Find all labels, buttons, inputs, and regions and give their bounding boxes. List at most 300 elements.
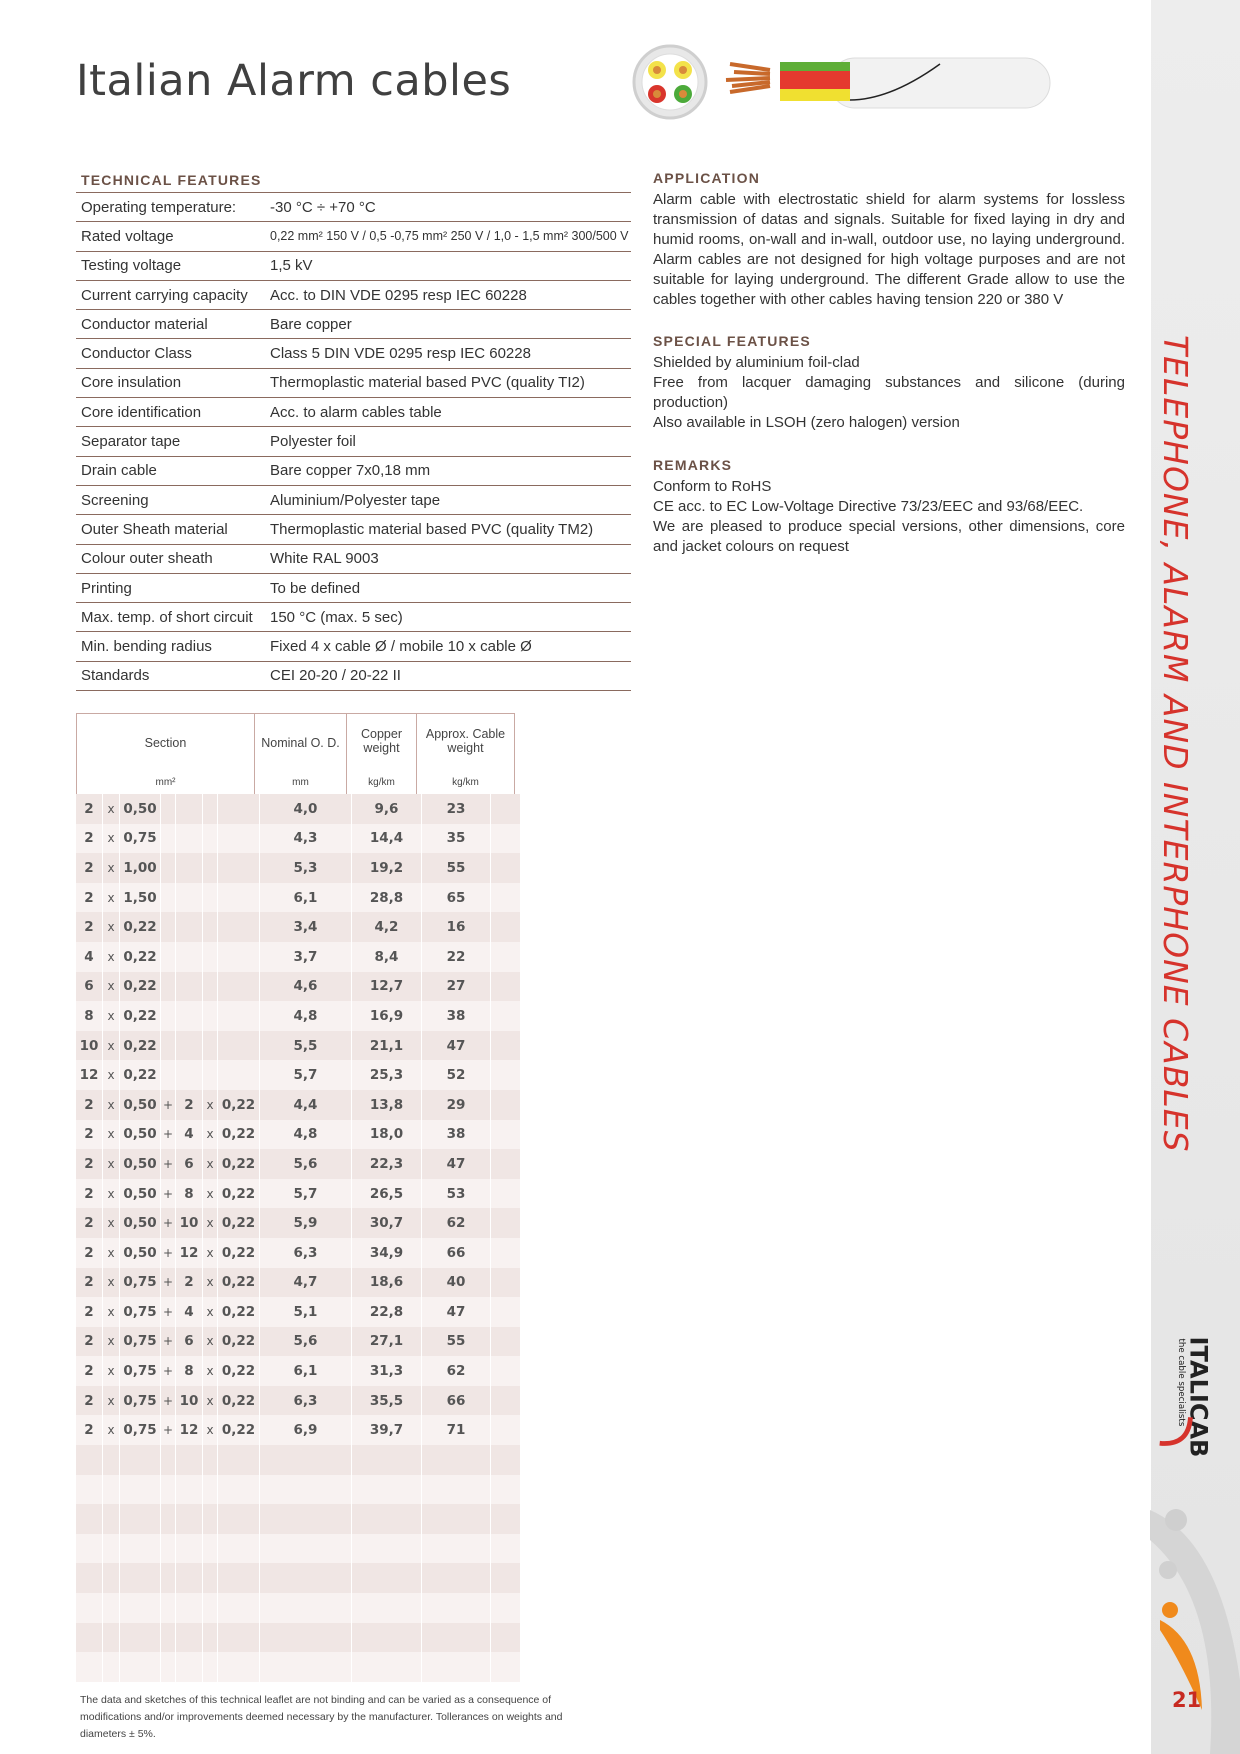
table-cell: 21,1 (352, 1031, 422, 1061)
table-cell: 2 (76, 1090, 103, 1120)
table-cell: 27,1 (352, 1327, 422, 1357)
table-cell (161, 883, 176, 913)
table-cell (491, 1652, 521, 1682)
table-cell (76, 1534, 103, 1564)
feature-value: 0,22 mm² 150 V / 0,5 -0,75 mm² 250 V / 1,0 - 1,5 mm² 300/500 V (270, 229, 629, 244)
table-cell (203, 1445, 218, 1475)
table-cell (176, 1534, 203, 1564)
table-cell: 2 (76, 1386, 103, 1416)
table-cell: 25,3 (352, 1060, 422, 1090)
table-cell: x (103, 883, 120, 913)
table-cell: 2 (76, 1268, 103, 1298)
table-cell: x (103, 1356, 120, 1386)
table-cell (176, 824, 203, 854)
table-cell: 34,9 (352, 1238, 422, 1268)
table-cell (203, 1001, 218, 1031)
table-cell: 0,50 (120, 1179, 161, 1209)
table-cell (352, 1652, 422, 1682)
table-cell (218, 1623, 260, 1653)
table-cell (161, 1060, 176, 1090)
table-cell: 0,22 (218, 1356, 260, 1386)
feature-value: Acc. to DIN VDE 0295 resp IEC 60228 (270, 286, 527, 304)
side-title: TELEPHONE, ALARM AND INTERPHONE CABLES (1156, 335, 1195, 1153)
table-cell: 12 (176, 1415, 203, 1445)
table-cell: 62 (422, 1356, 491, 1386)
table-cell (161, 853, 176, 883)
table-row (76, 1031, 521, 1061)
table-row (76, 1179, 521, 1209)
table-cell: x (103, 1297, 120, 1327)
table-cell (176, 1563, 203, 1593)
table-cell: 13,8 (352, 1090, 422, 1120)
remark-line: CE acc. to EC Low-Voltage Directive 73/23/EEC and 93/68/EEC. (653, 498, 1084, 515)
feature-label: Operating temperature: (81, 198, 237, 216)
table-cell: 2 (76, 1327, 103, 1357)
table-cell (176, 1593, 203, 1623)
table-cell (491, 1208, 521, 1238)
svg-text:the cable specialists: the cable specialists (1175, 1338, 1186, 1427)
feature-label: Separator tape (81, 433, 181, 451)
table-row (76, 1327, 521, 1357)
table-cell: 0,22 (218, 1179, 260, 1209)
table-cell (352, 1445, 422, 1475)
table-cell: x (103, 853, 120, 883)
table-cell (260, 1563, 352, 1593)
table-cell: x (103, 912, 120, 942)
table-cell (103, 1534, 120, 1564)
table-cell (120, 1563, 161, 1593)
table-cell: 0,50 (120, 1238, 161, 1268)
table-cell: 0,22 (218, 1208, 260, 1238)
special-features-heading: SPECIAL FEATURES (653, 333, 811, 349)
table-cell: + (161, 1327, 176, 1357)
table-row (76, 1238, 521, 1268)
table-cell: 6 (176, 1149, 203, 1179)
feature-value: White RAL 9003 (270, 550, 379, 568)
special-features-section (653, 331, 1125, 433)
table-cell: 5,9 (260, 1208, 352, 1238)
disclaimer: The data and sketches of this technical leaflet are not binding and can be varied as a consequence of modifications and/or improvements deemed necessary by the manufacturer. Tollerances on weights and diameters ± 5%. (80, 1694, 563, 1740)
table-cell: 0,75 (120, 1268, 161, 1298)
svg-text:ITALICAB: ITALICAB (1184, 1336, 1213, 1458)
table-cell (161, 1475, 176, 1505)
table-cell (103, 1445, 120, 1475)
table-cell (120, 1475, 161, 1505)
table-cell (161, 1504, 176, 1534)
table-row (76, 1563, 521, 1593)
table-cell (491, 1534, 521, 1564)
table-cell (218, 1060, 260, 1090)
table-cell: 0,50 (120, 1090, 161, 1120)
table-cell: x (103, 1238, 120, 1268)
table-cell (218, 1593, 260, 1623)
table-row (76, 1060, 521, 1090)
table-cell (120, 1593, 161, 1623)
table-cell: 55 (422, 853, 491, 883)
remark-line: We are pleased to produce special versions, other dimensions, core and jacket colours on request (653, 518, 1125, 555)
table-cell (491, 942, 521, 972)
table-cell: 55 (422, 1327, 491, 1357)
table-cell: 0,22 (218, 1268, 260, 1298)
table-cell: 0,22 (218, 1090, 260, 1120)
table-cell (422, 1623, 491, 1653)
table-row (76, 1534, 521, 1564)
table-cell (203, 1475, 218, 1505)
header-section: Section mm² (77, 714, 255, 795)
table-cell (103, 1623, 120, 1653)
table-cell (491, 1149, 521, 1179)
table-cell: 6,9 (260, 1415, 352, 1445)
table-cell: 2 (76, 824, 103, 854)
table-cell: + (161, 1238, 176, 1268)
table-cell: 0,22 (218, 1149, 260, 1179)
feature-label: Standards (81, 667, 150, 685)
table-cell: 10 (176, 1386, 203, 1416)
table-cell: 6 (76, 972, 103, 1002)
cable-illustration (630, 40, 1050, 130)
table-cell: 2 (76, 1297, 103, 1327)
header-nominal-od: Nominal O. D. mm (255, 714, 347, 795)
table-cell (422, 1475, 491, 1505)
feature-value: Bare copper 7x0,18 mm (270, 462, 431, 480)
table-cell: 5,5 (260, 1031, 352, 1061)
feature-label: Drain cable (81, 462, 157, 480)
feature-label: Printing (81, 579, 132, 597)
table-cell (203, 853, 218, 883)
table-cell: 5,1 (260, 1297, 352, 1327)
table-cell: + (161, 1297, 176, 1327)
table-cell (491, 1623, 521, 1653)
table-cell (218, 1652, 260, 1682)
table-cell: x (103, 972, 120, 1002)
table-cell (120, 1504, 161, 1534)
table-cell: + (161, 1415, 176, 1445)
table-cell (260, 1445, 352, 1475)
table-cell (218, 824, 260, 854)
table-cell: 0,50 (120, 1120, 161, 1150)
table-cell: 0,22 (120, 1001, 161, 1031)
table-cell: 2 (76, 1415, 103, 1445)
table-cell: 0,22 (120, 1031, 161, 1061)
table-cell: + (161, 1386, 176, 1416)
table-cell: 5,6 (260, 1149, 352, 1179)
table-row (76, 1652, 521, 1682)
table-cell (491, 1445, 521, 1475)
feature-label: Outer Sheath material (81, 520, 228, 538)
table-cell: x (203, 1090, 218, 1120)
table-cell (491, 1593, 521, 1623)
table-cell: x (203, 1268, 218, 1298)
table-cell (218, 883, 260, 913)
table-cell (161, 1563, 176, 1593)
feature-value: To be defined (270, 579, 361, 597)
feature-value: 1,5 kV (270, 257, 313, 275)
table-cell (352, 1563, 422, 1593)
table-cell (218, 794, 260, 824)
table-cell (491, 794, 521, 824)
feature-row (76, 662, 631, 691)
table-cell: 47 (422, 1297, 491, 1327)
feature-value: Aluminium/Polyester tape (270, 491, 441, 509)
table-cell: 18,6 (352, 1268, 422, 1298)
table-cell: x (103, 1149, 120, 1179)
table-cell: + (161, 1356, 176, 1386)
table-cell: 4,6 (260, 972, 352, 1002)
table-cell: x (203, 1297, 218, 1327)
technical-features-heading: TECHNICAL FEATURES (76, 172, 631, 193)
table-cell: 2 (176, 1268, 203, 1298)
table-cell: 23 (422, 794, 491, 824)
table-cell: 2 (76, 883, 103, 913)
table-cell (491, 1475, 521, 1505)
table-row (76, 1415, 521, 1445)
table-cell: 2 (76, 1238, 103, 1268)
table-cell: 8 (176, 1356, 203, 1386)
table-cell: 2 (76, 912, 103, 942)
table-cell (161, 942, 176, 972)
feature-row (76, 222, 631, 251)
application-text: Alarm cable with electrostatic shield for alarm systems for lossless transmission of datas and signals. Suitable for fixed laying in dry and humid rooms, on-wall and in-wall, outdoor use, no laying underground. Alarm cables are not designed for high voltage purposes and are not suitable for laying underground. The different Grade allow to use the cables together with other cables having tension 220 or 380 V (653, 191, 1125, 308)
table-cell (491, 1001, 521, 1031)
table-cell: 66 (422, 1386, 491, 1416)
table-cell: 31,3 (352, 1356, 422, 1386)
table-cell (203, 794, 218, 824)
table-cell (422, 1504, 491, 1534)
feature-row (76, 632, 631, 661)
table-cell: x (103, 1208, 120, 1238)
table-row (76, 1593, 521, 1623)
table-cell: 2 (76, 853, 103, 883)
table-cell (176, 1001, 203, 1031)
table-cell: 2 (76, 794, 103, 824)
table-cell (218, 1445, 260, 1475)
table-cell: 18,0 (352, 1120, 422, 1150)
table-cell (203, 1593, 218, 1623)
table-cell (218, 1534, 260, 1564)
table-cell: 53 (422, 1179, 491, 1209)
table-cell (103, 1475, 120, 1505)
table-cell: 0,75 (120, 1327, 161, 1357)
table-cell: 12 (176, 1238, 203, 1268)
table-cell: 4 (176, 1120, 203, 1150)
table-cell (491, 1327, 521, 1357)
table-cell (161, 824, 176, 854)
table-row (76, 824, 521, 854)
table-cell: x (103, 1031, 120, 1061)
feature-value: Thermoplastic material based PVC (quality TM2) (270, 520, 594, 538)
table-cell (161, 972, 176, 1002)
table-cell: 47 (422, 1031, 491, 1061)
table-cell (176, 794, 203, 824)
table-cell: 22,8 (352, 1297, 422, 1327)
italicab-logo (1152, 1330, 1213, 1470)
page-number: 21 (1172, 1688, 1202, 1712)
table-cell: 3,4 (260, 912, 352, 942)
table-cell (161, 1445, 176, 1475)
feature-row (76, 310, 631, 339)
table-cell: x (103, 794, 120, 824)
feature-row (76, 427, 631, 456)
feature-row (76, 369, 631, 398)
feature-label: Conductor Class (81, 345, 192, 363)
table-cell (203, 1563, 218, 1593)
table-cell (120, 1445, 161, 1475)
table-cell (176, 1652, 203, 1682)
table-cell: 2 (76, 1149, 103, 1179)
table-cell: 39,7 (352, 1415, 422, 1445)
table-row (76, 1386, 521, 1416)
table-cell: 8 (176, 1179, 203, 1209)
table-cell (218, 1504, 260, 1534)
table-cell: x (103, 1327, 120, 1357)
table-cell (76, 1652, 103, 1682)
table-cell: x (103, 824, 120, 854)
table-cell: 3,7 (260, 942, 352, 972)
table-cell (422, 1445, 491, 1475)
table-cell (203, 1031, 218, 1061)
table-cell (176, 942, 203, 972)
feature-row (76, 252, 631, 281)
table-row (76, 794, 521, 824)
table-cell (176, 853, 203, 883)
table-row (76, 942, 521, 972)
table-cell: 27 (422, 972, 491, 1002)
table-cell (103, 1563, 120, 1593)
table-cell: 4,8 (260, 1120, 352, 1150)
table-cell: 38 (422, 1001, 491, 1031)
table-cell (176, 1475, 203, 1505)
table-row (76, 1445, 521, 1475)
table-cell (76, 1563, 103, 1593)
table-cell: 35 (422, 824, 491, 854)
table-cell: 28,8 (352, 883, 422, 913)
table-cell (491, 1504, 521, 1534)
feature-label: Conductor material (81, 315, 208, 333)
feature-row (76, 281, 631, 310)
feature-label: Current carrying capacity (81, 286, 248, 304)
table-cell: 35,5 (352, 1386, 422, 1416)
table-cell (218, 1563, 260, 1593)
table-row (76, 912, 521, 942)
table-cell: 6,1 (260, 1356, 352, 1386)
table-cell (491, 1563, 521, 1593)
table-cell (120, 1652, 161, 1682)
table-cell: 52 (422, 1060, 491, 1090)
table-cell (218, 1001, 260, 1031)
feature-label: Testing voltage (81, 257, 182, 275)
table-cell (176, 1031, 203, 1061)
spec-table-header (76, 713, 515, 795)
table-cell (352, 1475, 422, 1505)
feature-value: Polyester foil (270, 433, 356, 451)
table-cell: 29 (422, 1090, 491, 1120)
table-cell (218, 853, 260, 883)
feature-row (76, 457, 631, 486)
feature-row (76, 486, 631, 515)
table-cell (491, 824, 521, 854)
table-cell: 4,4 (260, 1090, 352, 1120)
table-cell: 62 (422, 1208, 491, 1238)
table-cell (120, 1534, 161, 1564)
table-cell (491, 1060, 521, 1090)
feature-row (76, 398, 631, 427)
table-cell: 2 (176, 1090, 203, 1120)
table-cell (422, 1593, 491, 1623)
feature-label: Screening (81, 491, 149, 509)
table-cell: 6,3 (260, 1238, 352, 1268)
table-cell: 0,75 (120, 824, 161, 854)
table-cell (260, 1623, 352, 1653)
table-cell (203, 972, 218, 1002)
table-cell (491, 972, 521, 1002)
table-cell (203, 1534, 218, 1564)
table-cell: 10 (176, 1208, 203, 1238)
table-cell (491, 1268, 521, 1298)
table-cell (76, 1475, 103, 1505)
table-row (76, 883, 521, 913)
table-cell: 1,00 (120, 853, 161, 883)
table-cell (103, 1504, 120, 1534)
table-cell: x (103, 1415, 120, 1445)
table-cell: x (103, 1386, 120, 1416)
table-cell: x (203, 1386, 218, 1416)
table-cell: 4,2 (352, 912, 422, 942)
feature-label: Colour outer sheath (81, 550, 213, 568)
table-cell: 16,9 (352, 1001, 422, 1031)
table-cell (491, 1356, 521, 1386)
table-cell (491, 912, 521, 942)
feature-value: CEI 20-20 / 20-22 II (270, 667, 401, 685)
table-cell: 26,5 (352, 1179, 422, 1209)
feature-row (76, 574, 631, 603)
feature-label: Min. bending radius (81, 638, 212, 656)
feature-value: Thermoplastic material based PVC (quality TI2) (270, 374, 585, 392)
table-cell: 4,0 (260, 794, 352, 824)
table-cell: 5,7 (260, 1179, 352, 1209)
table-cell (491, 1297, 521, 1327)
table-row (76, 1475, 521, 1505)
table-cell: 12 (76, 1060, 103, 1090)
table-cell: + (161, 1268, 176, 1298)
feature-row (76, 545, 631, 574)
header-cable-weight: Approx. Cable weight kg/km (417, 714, 515, 795)
table-cell: 65 (422, 883, 491, 913)
table-cell: + (161, 1090, 176, 1120)
feature-value: 150 °C (max. 5 sec) (270, 608, 403, 626)
table-row (76, 1504, 521, 1534)
table-cell: 8 (76, 1001, 103, 1031)
table-cell: + (161, 1208, 176, 1238)
table-cell: x (203, 1149, 218, 1179)
table-cell: 0,75 (120, 1297, 161, 1327)
table-cell (103, 1593, 120, 1623)
table-cell: 0,75 (120, 1356, 161, 1386)
table-cell (203, 942, 218, 972)
remarks-heading: REMARKS (653, 457, 733, 473)
table-cell (76, 1593, 103, 1623)
table-cell: 2 (76, 1120, 103, 1150)
table-cell: + (161, 1120, 176, 1150)
table-cell (352, 1534, 422, 1564)
table-cell (120, 1623, 161, 1653)
table-cell (218, 972, 260, 1002)
table-cell: 40 (422, 1268, 491, 1298)
table-cell: 2 (76, 1208, 103, 1238)
table-cell (76, 1623, 103, 1653)
table-cell: 4,7 (260, 1268, 352, 1298)
table-cell (260, 1534, 352, 1564)
table-cell (422, 1534, 491, 1564)
